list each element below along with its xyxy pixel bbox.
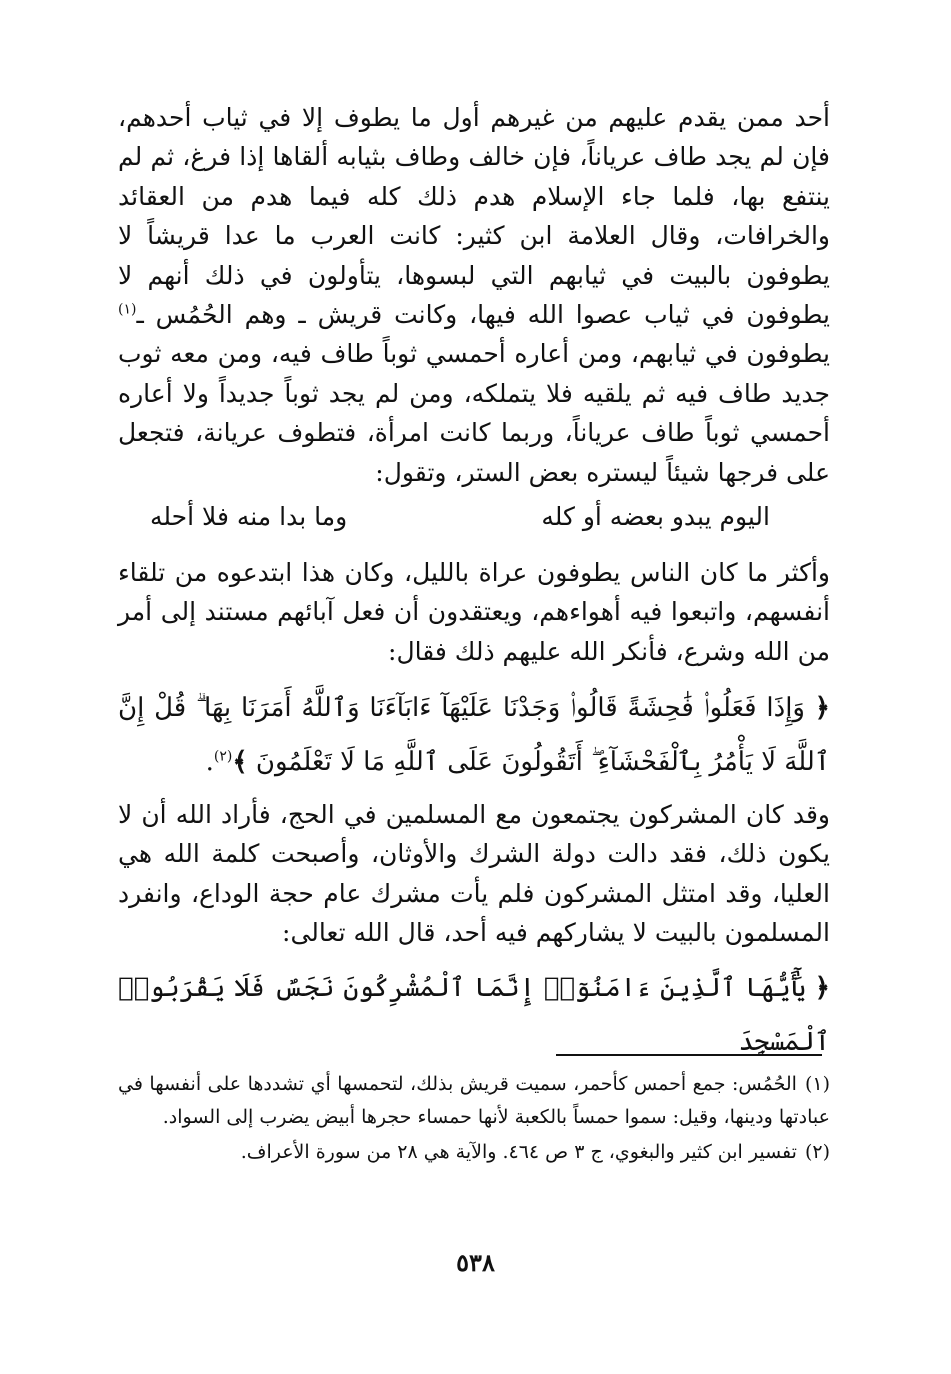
quran-open-bracket: ﴿ xyxy=(814,973,831,1003)
paragraph-text: وقد كان المشركون يجتمعون مع المسلمين في الحج، فأراد الله أن لا يكون ذلك، فقد دالت دولة الشرك والأوثان، وأصبحت كلمة الله هي العليا، وقد امتثل المشركون فلم يأت مشرك عام حجة الوداع، وانفرد المسلمون بالبيت لا يشاركهم فيه أحد، قال الله تعالى: xyxy=(118,800,830,948)
footnote-reference: (٢) xyxy=(213,748,233,765)
verse-first-hemistich: اليوم يبدو بعضه أو كله xyxy=(541,502,770,531)
paragraph-polytheists-hajj xyxy=(118,795,830,953)
footnote-text: تفسير ابن كثير والبغوي، ج ٣ ص ٤٦٤. والآية هي ٢٨ من سورة الأعراف. xyxy=(240,1141,797,1163)
paragraph-text: وأكثر ما كان الناس يطوفون عراة بالليل، وكان هذا ابتدعوه من تلقاء أنفسهم، واتبعوا فيه أهواءهم، ويعتقدون أن فعل آبائهم مستند إلى أمر من الله وشرع، فأنكر الله عليهم ذلك فقال: xyxy=(118,558,830,666)
page-number: ٥٣٨ xyxy=(456,1248,495,1277)
footnote-1 xyxy=(118,1068,830,1134)
footnote-text: الحُمُس: جمع أحمس كأحمر، سميت قريش بذلك، لتحمسها أي تشددها على أنفسها في عبادتها ودينها، وقيل: سموا حمساً بالكعبة لأنها حمساء حجرها أبيض يضرب إلى السواد. xyxy=(118,1073,830,1128)
paragraph-text: أحد ممن يقدم عليهم من غيرهم أول ما يطوف إلا في ثياب أحدهم، فإن لم يجد طاف عرياناً، فإن خالف وطاف بثيابه ألقاها إذا فرغ، ثم لم ينتفع بها، فلما جاء الإسلام هدم ذلك كله فيما هدم من العقائد والخرافات، وقال العلامة ابن كثير: كانت العرب ما عدا قريشاً لا يطوفون بالبيت في ثيابهم التي لبسوها، يتأولون في ذلك أنهم لا يطوفون في ثياب عصوا الله فيها، وكانت قريش ـ وهم الحُمُس ـ xyxy=(118,103,830,330)
verse-second-hemistich: وما بدا منه فلا أحله xyxy=(150,502,348,531)
quran-verse-tawbah xyxy=(118,961,830,1069)
footnotes xyxy=(118,1068,830,1171)
footnote-separator xyxy=(556,1054,822,1056)
footnote-reference: (١) xyxy=(118,301,137,318)
paragraph-night-tawaf xyxy=(118,553,830,671)
quran-verse-text: يَٰٓأَيُّهَا ٱلَّذِينَ ءَامَنُوٓا۟ إِنَّمَا ٱلْمُشْرِكُونَ نَجَسٌ فَلَا يَقْرَبُوا۟ ٱلْمَسْجِدَ xyxy=(118,973,830,1057)
paragraph-tawaf-custom xyxy=(118,98,830,492)
quran-verse-aaraf xyxy=(118,681,830,789)
footnote-2 xyxy=(118,1136,830,1169)
footnote-number: (١) xyxy=(804,1073,830,1095)
footnote-number: (٢) xyxy=(804,1141,830,1163)
quran-verse-text: وَإِذَا فَعَلُوا۟ فَٰحِشَةً قَالُوا۟ وَجَدْنَا عَلَيْهَآ ءَابَآءَنَا وَٱللَّهُ أَمَرَنَا بِهَا ۗ قُلْ إِنَّ ٱللَّهَ لَا يَأْمُرُ بِٱلْفَحْشَآءِ ۖ أَتَقُولُونَ عَلَى ٱللَّهِ مَا لَا تَعْلَمُونَ xyxy=(118,693,830,777)
sentence-end: . xyxy=(205,747,214,777)
quran-close-bracket: ﴾ xyxy=(232,747,248,777)
poetry-verse xyxy=(150,497,770,537)
quran-open-bracket: ﴿ xyxy=(814,693,830,723)
paragraph-text-continued: يطوفون في ثيابهم، ومن أعاره أحمسي ثوباً طاف فيه، ومن معه ثوب جديد طاف فيه ثم يلقيه فلا يتملكه، ومن لم يجد ثوباً جديداً ولا أعاره أحمسي ثوباً طاف عرياناً، وربما كانت امرأة، فتطوف عريانة، فتجعل على فرجها شيئاً ليستره بعض الستر، وتقول: xyxy=(118,339,830,487)
